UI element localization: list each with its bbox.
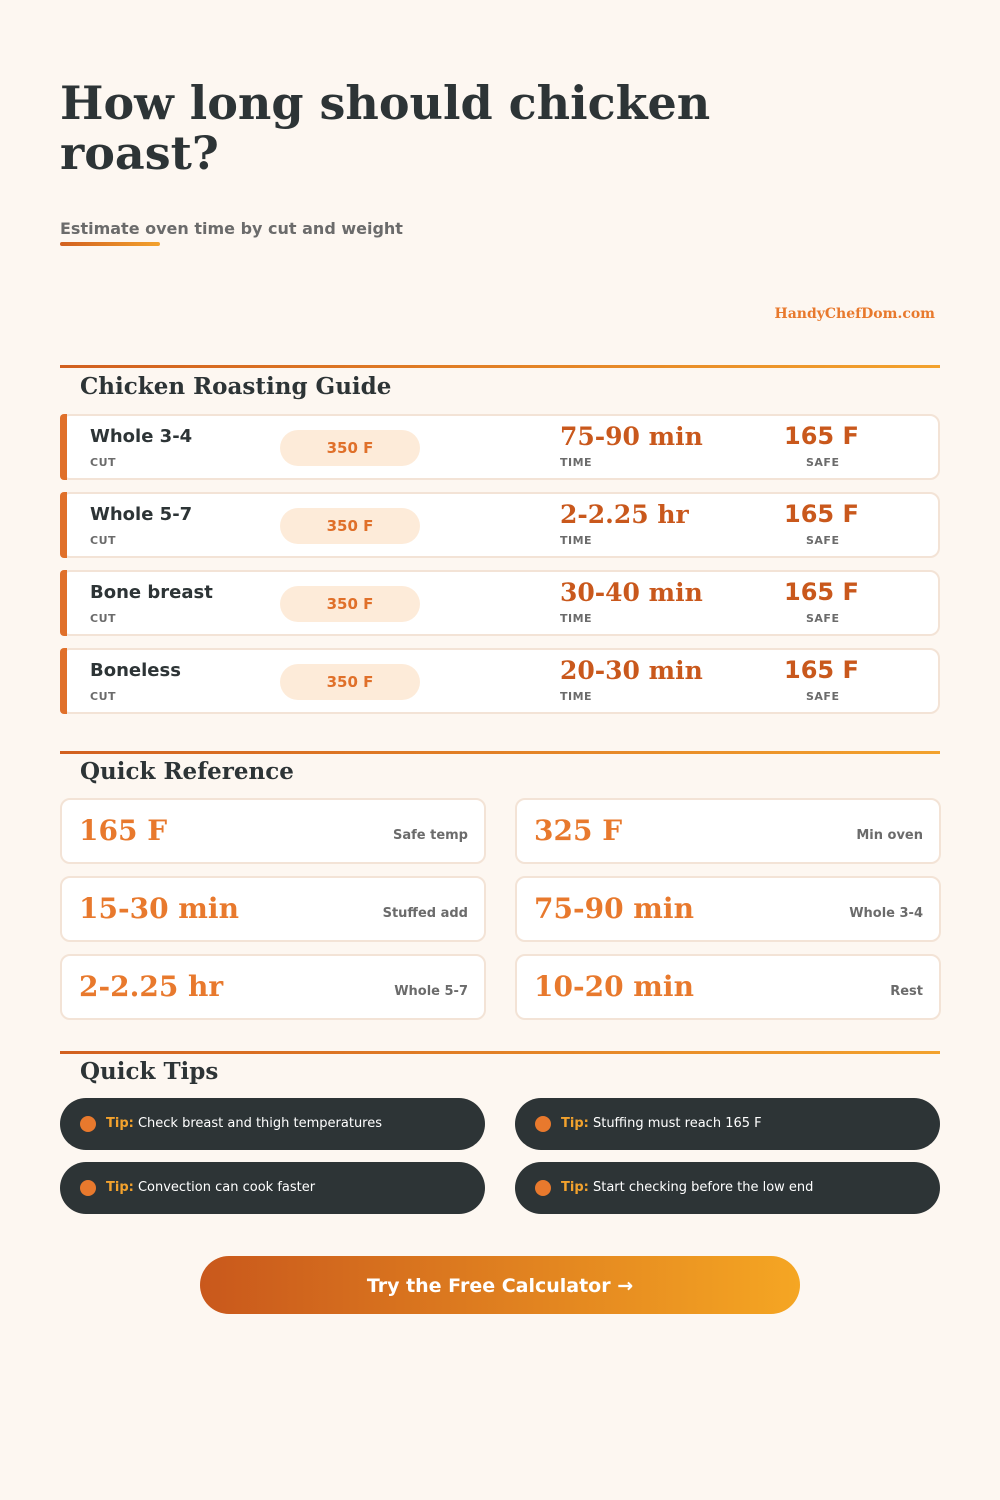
reference-label: Whole 5-7: [394, 984, 468, 999]
safe-label: SAFE: [806, 690, 840, 703]
tip-prefix: Tip:: [106, 1116, 134, 1131]
reference-value: 75-90 min: [534, 892, 694, 925]
guide-section-title: Chicken Roasting Guide: [80, 373, 392, 400]
cut-label: CUT: [90, 534, 117, 547]
tip-prefix: Tip:: [106, 1180, 134, 1195]
cut-name: Bone breast: [90, 582, 213, 603]
reference-value: 165 F: [79, 814, 168, 847]
reference-card: [515, 798, 941, 864]
reference-value: 2-2.25 hr: [79, 970, 224, 1003]
row-accent: [60, 570, 67, 636]
reference-label: Rest: [890, 984, 923, 999]
time-label: TIME: [560, 534, 593, 547]
reference-value: 10-20 min: [534, 970, 694, 1003]
reference-card: [515, 954, 941, 1020]
oven-temp-pill: 350 F: [280, 508, 420, 544]
guide-row: [60, 648, 940, 714]
time-value: 20-30 min: [560, 656, 703, 685]
bullet-dot-icon: [535, 1116, 551, 1132]
oven-temp-pill: 350 F: [280, 430, 420, 466]
bullet-dot-icon: [80, 1180, 96, 1196]
reference-label: Stuffed add: [382, 906, 468, 921]
time-value: 2-2.25 hr: [560, 500, 689, 529]
tip-pill: [60, 1162, 485, 1214]
time-label: TIME: [560, 690, 593, 703]
tip-body: Check breast and thigh temperatures: [137, 1116, 383, 1131]
brand-link[interactable]: HandyChefDom.com: [774, 306, 935, 322]
time-label: TIME: [560, 612, 593, 625]
tip-body: Convection can cook faster: [137, 1180, 316, 1195]
time-value: 75-90 min: [560, 422, 703, 451]
reference-section-title: Quick Reference: [80, 758, 294, 785]
cut-label: CUT: [90, 690, 117, 703]
section-divider: [60, 1051, 940, 1054]
reference-label: Safe temp: [392, 828, 468, 843]
reference-value: 325 F: [534, 814, 623, 847]
calculator-cta-button[interactable]: Try the Free Calculator →: [200, 1256, 800, 1314]
tip-pill: [515, 1098, 940, 1150]
oven-temp-pill: 350 F: [280, 586, 420, 622]
tip-pill: [60, 1098, 485, 1150]
guide-row: [60, 492, 940, 558]
reference-label: Whole 3-4: [849, 906, 923, 921]
tip-body: Start checking before the low end: [592, 1180, 814, 1195]
tip-body: Stuffing must reach 165 F: [592, 1116, 762, 1131]
safe-label: SAFE: [806, 534, 840, 547]
subtitle-underline: [60, 242, 160, 246]
time-label: TIME: [560, 456, 593, 469]
tip-prefix: Tip:: [561, 1116, 589, 1131]
cut-name: Whole 5-7: [90, 504, 193, 525]
safe-temp-value: 165 F: [784, 656, 859, 684]
cut-name: Whole 3-4: [90, 426, 193, 447]
row-accent: [60, 648, 67, 714]
oven-temp-pill: 350 F: [280, 664, 420, 700]
safe-temp-value: 165 F: [784, 500, 859, 528]
safe-temp-value: 165 F: [784, 578, 859, 606]
guide-row: [60, 570, 940, 636]
tip-text: [106, 1180, 315, 1195]
cut-label: CUT: [90, 612, 117, 625]
cut-name: Boneless: [90, 660, 181, 681]
tip-text: [561, 1116, 762, 1131]
reference-card: [60, 876, 486, 942]
section-divider: [60, 365, 940, 368]
safe-label: SAFE: [806, 456, 840, 469]
reference-label: Min oven: [856, 828, 923, 843]
bullet-dot-icon: [535, 1180, 551, 1196]
tips-section-title: Quick Tips: [80, 1058, 219, 1085]
cut-label: CUT: [90, 456, 117, 469]
bullet-dot-icon: [80, 1116, 96, 1132]
tip-prefix: Tip:: [561, 1180, 589, 1195]
safe-temp-value: 165 F: [784, 422, 859, 450]
reference-card: [515, 876, 941, 942]
page-title: How long should chicken roast?: [60, 76, 711, 180]
reference-value: 15-30 min: [79, 892, 239, 925]
guide-row: [60, 414, 940, 480]
reference-card: [60, 954, 486, 1020]
row-accent: [60, 492, 67, 558]
tip-text: [106, 1116, 382, 1131]
page-subtitle: Estimate oven time by cut and weight: [60, 219, 403, 238]
reference-card: [60, 798, 486, 864]
row-accent: [60, 414, 67, 480]
time-value: 30-40 min: [560, 578, 703, 607]
section-divider: [60, 751, 940, 754]
tip-text: [561, 1180, 813, 1195]
safe-label: SAFE: [806, 612, 840, 625]
tip-pill: [515, 1162, 940, 1214]
